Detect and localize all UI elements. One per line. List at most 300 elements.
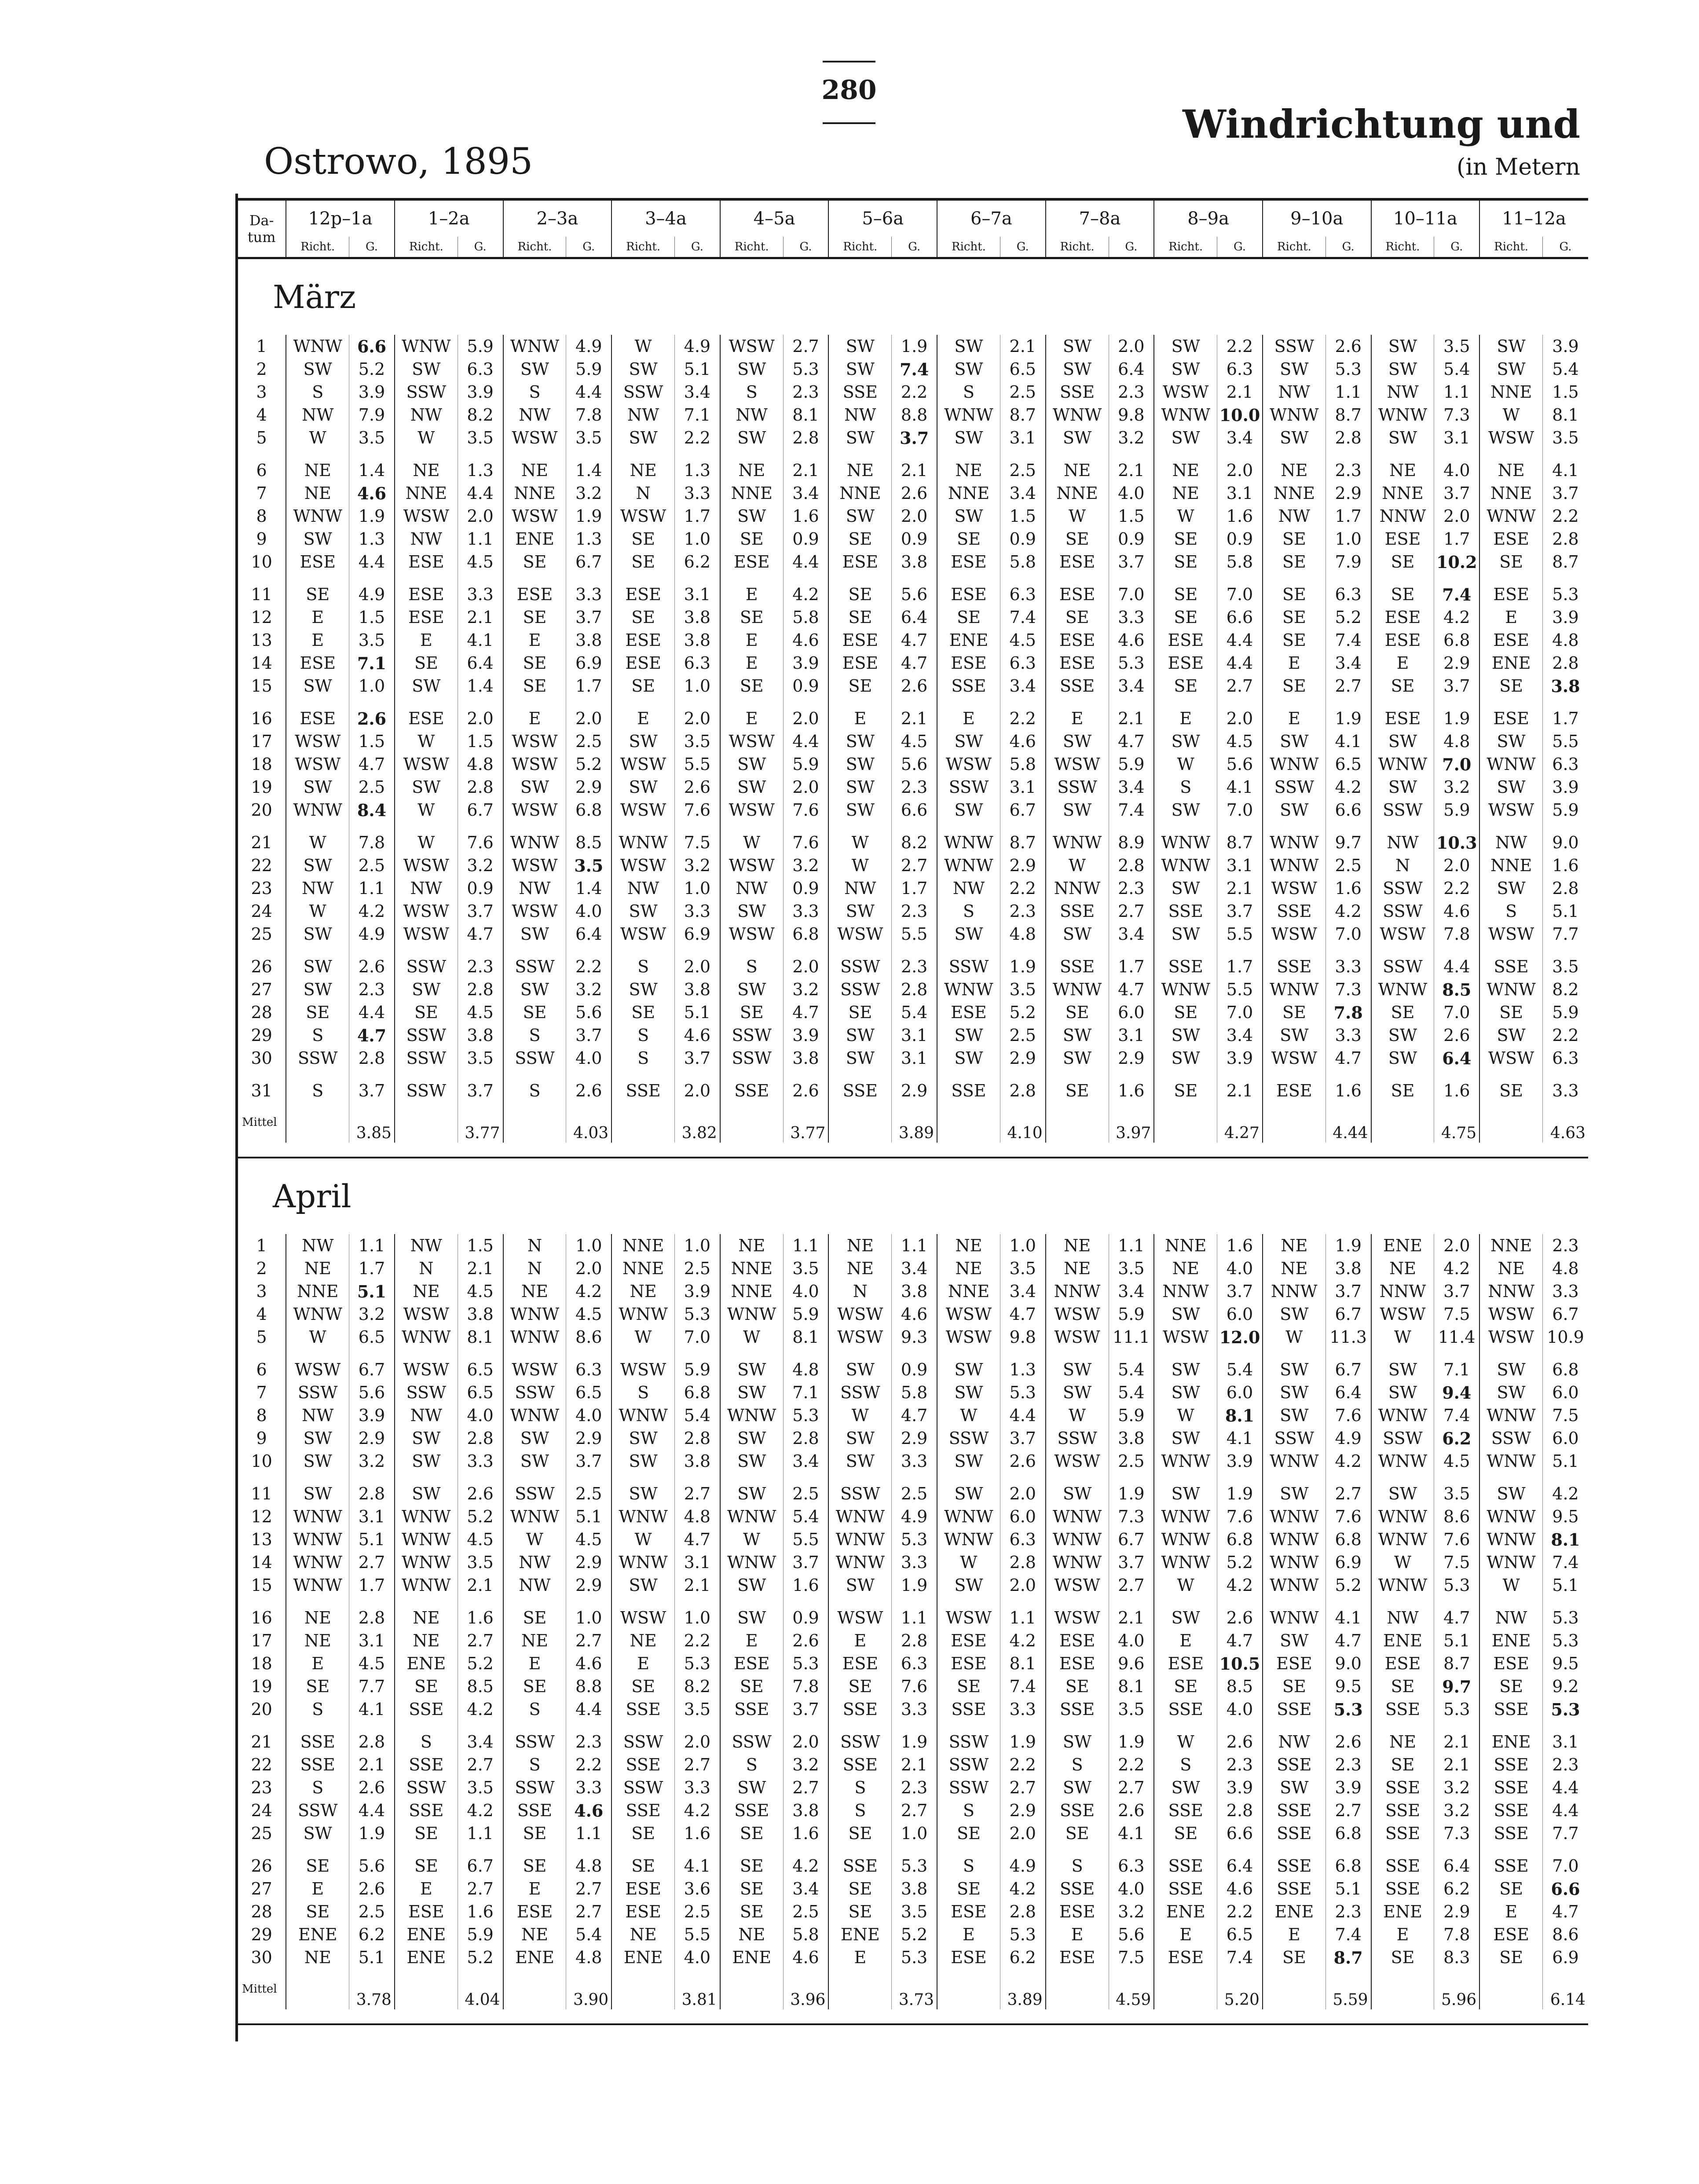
direction-cell: SE [503, 550, 566, 573]
datum-cell: 31 [251, 1081, 272, 1100]
direction-cell: NNE [286, 1280, 349, 1303]
table-row [238, 978, 1588, 1001]
speed-cell: 5.5 [783, 1528, 828, 1551]
direction-cell: WNW [1371, 1450, 1434, 1473]
direction-cell: SE [503, 1822, 566, 1845]
mittel-row [238, 1102, 1588, 1143]
speed-cell: 5.2 [1217, 1551, 1263, 1574]
speed-cell: 2.3 [1326, 1900, 1371, 1923]
direction-cell: S [286, 1776, 349, 1799]
speed-cell: 6.4 [1434, 1047, 1479, 1070]
header-hour: 1–2a [395, 199, 503, 237]
direction-cell: SE [286, 1900, 349, 1923]
speed-cell: 8.7 [1434, 1652, 1479, 1675]
speed-cell: 6.7 [458, 1845, 503, 1877]
mittel-label: Mittel [242, 1116, 277, 1129]
speed-cell: 7.6 [675, 799, 720, 821]
speed-cell: 3.9 [1326, 1776, 1371, 1799]
speed-cell: 4.0 [1109, 1629, 1154, 1652]
speed-cell: 3.7 [566, 1024, 611, 1047]
speed-cell: 5.1 [675, 358, 720, 381]
direction-cell: WSW [395, 505, 458, 528]
direction-cell: SSW [937, 1721, 1000, 1753]
speed-cell: 4.1 [349, 1698, 395, 1721]
speed-cell: 2.5 [566, 730, 611, 753]
speed-cell: 1.9 [1000, 945, 1045, 978]
speed-cell: 4.7 [1326, 1629, 1371, 1652]
direction-cell: NE [1046, 1234, 1109, 1257]
header-hour: 10–11a [1371, 199, 1480, 237]
direction-cell: WNW [1154, 403, 1217, 426]
speed-cell: 5.1 [566, 1505, 611, 1528]
speed-cell: 2.9 [1434, 1900, 1479, 1923]
speed-cell: 6.9 [566, 652, 611, 674]
datum-cell: 26 [251, 1856, 272, 1876]
direction-cell: NE [1371, 1257, 1434, 1280]
speed-cell: 8.5 [1217, 1675, 1263, 1698]
speed-cell: 7.3 [1434, 403, 1479, 426]
speed-cell: 4.7 [1217, 1629, 1263, 1652]
speed-cell: 4.9 [349, 923, 395, 945]
table-row [238, 1946, 1588, 1969]
direction-cell: SSW [1046, 1427, 1109, 1450]
speed-cell: 4.2 [1326, 1450, 1371, 1473]
direction-cell: SW [1154, 1024, 1217, 1047]
direction-cell: WNW [1479, 978, 1542, 1001]
mittel-empty [1371, 1969, 1434, 2009]
direction-cell: NW [503, 1574, 566, 1597]
speed-cell: 4.5 [458, 1528, 503, 1551]
speed-cell: 3.9 [1543, 776, 1588, 799]
speed-cell: 3.5 [458, 1047, 503, 1070]
direction-cell: SW [1479, 335, 1542, 358]
table-row [238, 1776, 1588, 1799]
speed-cell: 6.8 [1326, 1845, 1371, 1877]
direction-cell: E [1046, 1923, 1109, 1946]
speed-cell: 1.9 [892, 335, 937, 358]
speed-cell: 3.6 [675, 1877, 720, 1900]
direction-cell: WNW [611, 1505, 674, 1528]
speed-cell: 4.8 [1543, 629, 1588, 652]
speed-cell: 2.6 [349, 1877, 395, 1900]
table-body [238, 258, 1588, 2025]
datum-cell: 23 [251, 1778, 272, 1797]
speed-cell: 2.7 [892, 854, 937, 877]
direction-cell: WSW [1046, 1303, 1109, 1326]
datum-cell: 10 [251, 552, 272, 572]
speed-cell: 2.2 [1000, 1753, 1045, 1776]
mittel-empty [937, 1969, 1000, 2009]
direction-cell: NE [395, 1597, 458, 1629]
speed-cell: 2.6 [1217, 1597, 1263, 1629]
direction-cell: SW [720, 426, 783, 449]
direction-cell: ESE [1154, 1652, 1217, 1675]
table-row [238, 1900, 1588, 1923]
direction-cell: ENE [720, 1946, 783, 1969]
speed-cell: 4.6 [783, 1946, 828, 1969]
table-row [238, 1629, 1588, 1652]
speed-cell: 5.9 [458, 1923, 503, 1946]
speed-cell: 4.2 [1326, 776, 1371, 799]
direction-cell: SW [1046, 1473, 1109, 1505]
direction-cell: SW [937, 505, 1000, 528]
speed-cell: 2.8 [1000, 1070, 1045, 1102]
speed-cell: 4.4 [1434, 945, 1479, 978]
direction-cell: SW [286, 978, 349, 1001]
speed-cell: 8.8 [566, 1675, 611, 1698]
direction-cell: SSW [395, 1381, 458, 1404]
direction-cell: SW [720, 753, 783, 776]
direction-cell: SSE [611, 1753, 674, 1776]
speed-cell: 6.6 [1217, 606, 1263, 629]
direction-cell: NE [828, 1234, 891, 1257]
speed-cell: 9.0 [1543, 821, 1588, 854]
direction-cell: SW [828, 1024, 891, 1047]
datum-cell: 21 [251, 833, 272, 852]
speed-cell: 9.6 [1109, 1652, 1154, 1675]
header-hour: 7–8a [1046, 199, 1154, 237]
table-row [238, 573, 1588, 606]
speed-cell: 2.1 [349, 1753, 395, 1776]
speed-cell: 3.3 [783, 900, 828, 923]
speed-cell: 6.3 [1000, 573, 1045, 606]
direction-cell: SE [286, 1845, 349, 1877]
speed-cell: 4.8 [458, 753, 503, 776]
month-row [238, 258, 1588, 335]
direction-cell: SW [828, 753, 891, 776]
speed-cell: 3.3 [892, 1698, 937, 1721]
speed-cell: 8.7 [1326, 403, 1371, 426]
speed-cell: 4.5 [892, 730, 937, 753]
speed-cell: 2.0 [783, 945, 828, 978]
direction-cell: W [1263, 1326, 1326, 1349]
direction-cell: SW [286, 923, 349, 945]
speed-cell: 2.6 [1434, 1024, 1479, 1047]
direction-cell: WNW [1371, 1404, 1434, 1427]
datum-cell: 1 [256, 337, 267, 356]
speed-cell: 3.7 [1543, 482, 1588, 505]
speed-cell: 5.8 [783, 606, 828, 629]
direction-cell: SSE [1263, 1845, 1326, 1877]
speed-cell: 3.3 [1109, 606, 1154, 629]
direction-cell: NE [1479, 449, 1542, 482]
speed-cell: 3.7 [458, 1070, 503, 1102]
direction-cell: W [395, 799, 458, 821]
direction-cell: WSW [611, 505, 674, 528]
speed-cell: 1.5 [458, 1234, 503, 1257]
direction-cell: WNW [1479, 505, 1542, 528]
speed-cell: 3.7 [1000, 1427, 1045, 1450]
speed-cell: 7.0 [675, 1326, 720, 1349]
direction-cell: E [1263, 652, 1326, 674]
speed-cell: 3.5 [1543, 426, 1588, 449]
direction-cell: W [1154, 1404, 1217, 1427]
direction-cell: SSE [1046, 1877, 1109, 1900]
speed-cell: 4.2 [1326, 900, 1371, 923]
direction-cell: WNW [828, 1505, 891, 1528]
speed-cell: 2.5 [675, 1257, 720, 1280]
speed-cell: 2.6 [1109, 1799, 1154, 1822]
speed-cell: 3.1 [349, 1629, 395, 1652]
speed-cell: 6.4 [892, 606, 937, 629]
speed-cell: 2.3 [1326, 449, 1371, 482]
speed-cell: 2.1 [458, 606, 503, 629]
speed-cell: 5.2 [1000, 1001, 1045, 1024]
table-row [238, 1070, 1588, 1102]
speed-cell: 4.7 [892, 629, 937, 652]
speed-cell: 2.6 [1217, 1721, 1263, 1753]
direction-cell: NW [1263, 381, 1326, 403]
table-row [238, 923, 1588, 945]
speed-cell: 1.5 [1000, 505, 1045, 528]
speed-cell: 1.6 [458, 1597, 503, 1629]
speed-cell: 3.4 [675, 381, 720, 403]
datum-cell: 13 [251, 1530, 272, 1549]
mittel-empty [286, 1969, 349, 2009]
speed-cell: 4.2 [783, 573, 828, 606]
direction-cell: SSE [286, 1753, 349, 1776]
speed-cell: 4.8 [566, 1845, 611, 1877]
speed-cell: 3.2 [675, 854, 720, 877]
table-row [238, 1404, 1588, 1427]
speed-cell: 2.8 [675, 1427, 720, 1450]
speed-cell: 8.4 [349, 799, 395, 821]
direction-cell: SSW [503, 945, 566, 978]
speed-cell: 3.2 [458, 854, 503, 877]
direction-cell: SSW [937, 1776, 1000, 1799]
direction-cell: SSW [720, 1024, 783, 1047]
direction-cell: ESE [937, 1900, 1000, 1923]
datum-cell: 11 [251, 1484, 272, 1503]
speed-cell: 2.6 [1326, 335, 1371, 358]
direction-cell: SW [720, 900, 783, 923]
speed-cell: 6.4 [1434, 1845, 1479, 1877]
direction-cell: SE [611, 528, 674, 550]
speed-cell: 7.0 [1434, 1001, 1479, 1024]
direction-cell: ENE [937, 629, 1000, 652]
speed-cell: 2.7 [1109, 1776, 1154, 1799]
direction-cell: SW [286, 528, 349, 550]
speed-cell: 2.3 [458, 945, 503, 978]
speed-cell: 1.0 [892, 1822, 937, 1845]
direction-cell: NE [286, 1946, 349, 1969]
speed-cell: 5.1 [675, 1001, 720, 1024]
speed-cell: 2.9 [566, 1427, 611, 1450]
speed-cell: 0.9 [1217, 528, 1263, 550]
datum-cell: 13 [251, 630, 272, 650]
mittel-empty [828, 1102, 891, 1143]
direction-cell: SE [1263, 606, 1326, 629]
speed-cell: 9.8 [1000, 1326, 1045, 1349]
direction-cell: SE [1046, 1001, 1109, 1024]
header-richt: Richt. [1046, 237, 1109, 258]
speed-cell: 7.5 [1109, 1946, 1154, 1969]
direction-cell: SSW [503, 1721, 566, 1753]
direction-cell: WNW [1046, 1528, 1109, 1551]
direction-cell: SW [1479, 1024, 1542, 1047]
direction-cell: E [1263, 697, 1326, 730]
speed-cell: 5.1 [349, 1528, 395, 1551]
direction-cell: SSE [1479, 1776, 1542, 1799]
direction-cell: E [720, 652, 783, 674]
table-row [238, 1257, 1588, 1280]
mittel-value: 4.03 [566, 1102, 611, 1143]
direction-cell: S [286, 1024, 349, 1047]
datum-cell: 14 [251, 653, 272, 673]
speed-cell: 1.1 [349, 1234, 395, 1257]
speed-cell: 6.3 [458, 358, 503, 381]
mittel-empty [828, 1969, 891, 2009]
direction-cell: SE [1371, 1753, 1434, 1776]
direction-cell: WNW [1479, 753, 1542, 776]
mittel-empty [1046, 1969, 1109, 2009]
speed-cell: 8.1 [783, 1326, 828, 1349]
direction-cell: NE [1154, 1257, 1217, 1280]
table-row [238, 381, 1588, 403]
direction-cell: SE [1154, 1070, 1217, 1102]
direction-cell: S [1046, 1753, 1109, 1776]
direction-cell: SW [286, 854, 349, 877]
speed-cell: 5.9 [783, 753, 828, 776]
direction-cell: WSW [395, 854, 458, 877]
speed-cell: 5.4 [1434, 358, 1479, 381]
speed-cell: 5.3 [1434, 1698, 1479, 1721]
header-richt: Richt. [1154, 237, 1217, 258]
direction-cell: ESE [828, 652, 891, 674]
speed-cell: 6.7 [1543, 1303, 1588, 1326]
direction-cell: SE [395, 1845, 458, 1877]
speed-cell: 4.4 [783, 730, 828, 753]
direction-cell: NW [286, 1234, 349, 1257]
direction-cell: SSE [1154, 900, 1217, 923]
speed-cell: 2.9 [892, 1427, 937, 1450]
direction-cell: SSE [1263, 1753, 1326, 1776]
direction-cell: SSE [828, 1845, 891, 1877]
direction-cell: SW [720, 776, 783, 799]
direction-cell: WSW [503, 1349, 566, 1381]
direction-cell: SE [1371, 1675, 1434, 1698]
speed-cell: 2.0 [675, 1721, 720, 1753]
direction-cell: SE [503, 606, 566, 629]
mittel-value: 3.89 [1000, 1969, 1045, 2009]
direction-cell: NNE [395, 482, 458, 505]
direction-cell: SE [1046, 606, 1109, 629]
speed-cell: 2.8 [1109, 854, 1154, 877]
direction-cell: E [503, 1652, 566, 1675]
direction-cell: NNE [1479, 482, 1542, 505]
speed-cell: 2.3 [1000, 900, 1045, 923]
direction-cell: E [720, 697, 783, 730]
speed-cell: 6.3 [1000, 652, 1045, 674]
direction-cell: SW [1371, 1349, 1434, 1381]
datum-cell: 5 [256, 1327, 267, 1347]
speed-cell: 7.4 [1543, 1551, 1588, 1574]
direction-cell: WNW [1154, 854, 1217, 877]
speed-cell: 5.5 [892, 923, 937, 945]
speed-cell: 6.0 [1000, 1505, 1045, 1528]
speed-cell: 3.1 [1217, 854, 1263, 877]
speed-cell: 4.2 [1000, 1877, 1045, 1900]
direction-cell: ESE [611, 1877, 674, 1900]
direction-cell: SSW [1263, 335, 1326, 358]
direction-cell: SW [1154, 335, 1217, 358]
direction-cell: SW [1154, 1597, 1217, 1629]
speed-cell: 5.3 [1000, 1381, 1045, 1404]
direction-cell: SW [1479, 730, 1542, 753]
speed-cell: 3.8 [458, 1024, 503, 1047]
speed-cell: 4.7 [1434, 1597, 1479, 1629]
speed-cell: 7.6 [783, 821, 828, 854]
direction-cell: ESE [720, 550, 783, 573]
direction-cell: SW [286, 1473, 349, 1505]
direction-cell: WNW [720, 1303, 783, 1326]
direction-cell: S [503, 381, 566, 403]
speed-cell: 1.6 [1217, 505, 1263, 528]
direction-cell: SW [286, 674, 349, 697]
direction-cell: W [720, 821, 783, 854]
direction-cell: NE [611, 1629, 674, 1652]
speed-cell: 2.6 [892, 482, 937, 505]
direction-cell: ESE [937, 550, 1000, 573]
speed-cell: 3.4 [1109, 776, 1154, 799]
speed-cell: 2.8 [1000, 1900, 1045, 1923]
direction-cell: S [937, 900, 1000, 923]
mittel-empty [611, 1102, 674, 1143]
direction-cell: ESE [611, 573, 674, 606]
direction-cell: WSW [720, 730, 783, 753]
speed-cell: 3.8 [675, 606, 720, 629]
speed-cell: 1.0 [566, 1597, 611, 1629]
speed-cell: 4.2 [783, 1845, 828, 1877]
direction-cell: SW [1479, 1349, 1542, 1381]
direction-cell: SSE [503, 1799, 566, 1822]
speed-cell: 4.7 [349, 1024, 395, 1047]
direction-cell: E [286, 606, 349, 629]
mittel-value: 3.90 [566, 1969, 611, 2009]
direction-cell: WNW [1263, 1505, 1326, 1528]
speed-cell: 6.4 [566, 923, 611, 945]
direction-cell: ESE [1371, 606, 1434, 629]
mittel-value: 3.85 [349, 1102, 395, 1143]
speed-cell: 2.0 [458, 505, 503, 528]
speed-cell: 7.0 [1434, 753, 1479, 776]
speed-cell: 3.5 [458, 426, 503, 449]
direction-cell: NNW [1046, 877, 1109, 900]
direction-cell: SSE [1263, 900, 1326, 923]
direction-cell: SSE [1154, 1877, 1217, 1900]
page-number: 280 [783, 44, 915, 136]
speed-cell: 2.1 [1434, 1721, 1479, 1753]
direction-cell: NW [395, 877, 458, 900]
direction-cell: SW [286, 358, 349, 381]
direction-cell: SW [937, 1450, 1000, 1473]
speed-cell: 2.8 [349, 1473, 395, 1505]
speed-cell: 2.3 [349, 978, 395, 1001]
table-row [238, 900, 1588, 923]
direction-cell: NW [395, 403, 458, 426]
direction-cell: SSE [1479, 1822, 1542, 1845]
direction-cell: NW [720, 877, 783, 900]
direction-cell: SSW [1371, 877, 1434, 900]
table-row [238, 1822, 1588, 1845]
datum-cell: 4 [256, 405, 267, 425]
speed-cell: 7.4 [1217, 1946, 1263, 1969]
speed-cell: 6.7 [566, 550, 611, 573]
speed-cell: 2.1 [1217, 1070, 1263, 1102]
speed-cell: 3.4 [783, 1877, 828, 1900]
direction-cell: S [828, 1776, 891, 1799]
direction-cell: NW [395, 1234, 458, 1257]
